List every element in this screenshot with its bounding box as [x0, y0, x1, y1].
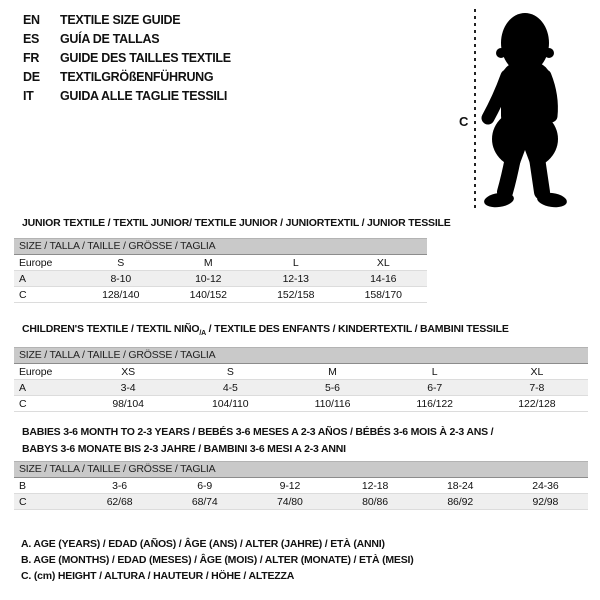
baby-height-figure — [455, 6, 595, 214]
value-cell: 122/128 — [486, 396, 588, 412]
legend-line-a: A. AGE (YEARS) / EDAD (AÑOS) / ÂGE (ANS) / ALTER (JAHRE) / ETÀ (ANNI) — [21, 538, 385, 550]
row-label: C — [14, 494, 77, 510]
babies-size-header: SIZE / TALLA / TAILLE / GRÖSSE / TAGLIA — [14, 461, 588, 478]
language-code: IT — [23, 89, 34, 103]
language-label: GUIDE DES TAILLES TEXTILE — [60, 51, 231, 65]
value-cell: 92/98 — [503, 494, 588, 510]
babies-title-line2: BABYS 3-6 MONATE BIS 2-3 JAHRE / BAMBINI 3-6 MESI A 2-3 ANNI — [22, 443, 346, 455]
junior-section-title: JUNIOR TEXTILE / TEXTIL JUNIOR/ TEXTILE JUNIOR / JUNIORTEXTIL / JUNIOR TESSILE — [22, 217, 451, 229]
size-cell: L — [384, 364, 486, 380]
language-row — [23, 68, 231, 87]
table-row — [14, 255, 427, 271]
row-label: Europe — [14, 364, 77, 380]
baby-silhouette-shape — [483, 13, 568, 209]
value-cell: 14-16 — [340, 271, 428, 287]
measure-c-label: C — [459, 114, 469, 129]
babies-title-line1: BABIES 3-6 MONTH TO 2-3 YEARS / BEBÉS 3-6 MESES A 2-3 AÑOS / BÉBÉS 3-6 MOIS À 2-3 ANS / — [22, 426, 494, 438]
language-label: TEXTILE SIZE GUIDE — [60, 13, 181, 27]
children-title-post: / TEXTILE DES ENFANTS / KINDERTEXTIL / BAMBINI TESSILE — [205, 323, 509, 335]
babies-table — [14, 461, 588, 510]
table-row — [14, 271, 427, 287]
legend-line-c: C. (cm) HEIGHT / ALTURA / HAUTEUR / HÖHE / ALTEZZA — [21, 570, 295, 582]
language-row — [23, 49, 231, 68]
size-cell: XL — [340, 255, 428, 271]
value-cell: 3-4 — [77, 380, 179, 396]
value-cell: 74/80 — [247, 494, 332, 510]
language-label: GUÍA DE TALLAS — [60, 32, 160, 46]
size-cell: M — [165, 255, 253, 271]
value-cell: 62/68 — [77, 494, 162, 510]
value-cell: 86/92 — [418, 494, 503, 510]
row-label: A — [14, 380, 77, 396]
size-cell: S — [179, 364, 281, 380]
value-cell: 9-12 — [247, 478, 332, 494]
value-cell: 24-36 — [503, 478, 588, 494]
value-cell: 4-5 — [179, 380, 281, 396]
table-row — [14, 364, 588, 380]
value-cell: 116/122 — [384, 396, 486, 412]
children-section-title — [22, 321, 509, 342]
legend-line-b: B. AGE (MONTHS) / EDAD (MESES) / ÂGE (MOIS) / ALTER (MONATE) / ETÀ (MESI) — [21, 554, 414, 566]
value-cell: 8-10 — [77, 271, 165, 287]
value-cell: 104/110 — [179, 396, 281, 412]
children-title-subscript: /A — [199, 330, 206, 338]
language-label: GUIDA ALLE TAGLIE TESSILI — [60, 89, 228, 103]
babies-section-title — [22, 424, 542, 458]
value-cell: 18-24 — [418, 478, 503, 494]
value-cell: 12-13 — [252, 271, 340, 287]
table-row — [14, 287, 427, 303]
table-row — [14, 380, 588, 396]
language-row — [23, 11, 231, 30]
value-cell: 6-7 — [384, 380, 486, 396]
baby-silhouette-icon — [455, 6, 595, 214]
row-label: B — [14, 478, 77, 494]
size-cell: S — [77, 255, 165, 271]
value-cell: 98/104 — [77, 396, 179, 412]
value-cell: 10-12 — [165, 271, 253, 287]
value-cell: 140/152 — [165, 287, 253, 303]
language-label: TEXTILGRÖßENFÜHRUNG — [60, 70, 214, 84]
children-table — [14, 347, 588, 412]
language-code: DE — [23, 70, 40, 84]
language-code: ES — [23, 32, 40, 46]
language-row — [23, 87, 231, 106]
value-cell: 68/74 — [162, 494, 247, 510]
row-label: C — [14, 287, 77, 303]
junior-size-header: SIZE / TALLA / TAILLE / GRÖSSE / TAGLIA — [14, 238, 427, 255]
language-code: FR — [23, 51, 40, 65]
row-label: Europe — [14, 255, 77, 271]
language-list — [23, 11, 231, 106]
size-cell: XS — [77, 364, 179, 380]
measure-legend — [21, 536, 414, 584]
value-cell: 152/158 — [252, 287, 340, 303]
value-cell: 7-8 — [486, 380, 588, 396]
junior-table — [14, 238, 427, 303]
value-cell: 6-9 — [162, 478, 247, 494]
table-row — [14, 494, 588, 510]
table-row — [14, 478, 588, 494]
value-cell: 128/140 — [77, 287, 165, 303]
value-cell: 158/170 — [340, 287, 428, 303]
row-label: C — [14, 396, 77, 412]
value-cell: 3-6 — [77, 478, 162, 494]
language-code: EN — [23, 13, 40, 27]
value-cell: 5-6 — [281, 380, 383, 396]
children-size-header: SIZE / TALLA / TAILLE / GRÖSSE / TAGLIA — [14, 347, 588, 364]
value-cell: 80/86 — [332, 494, 417, 510]
size-cell: M — [281, 364, 383, 380]
children-title-pre: CHILDREN'S TEXTILE / TEXTIL NIÑO — [22, 323, 200, 335]
language-row — [23, 30, 231, 49]
value-cell: 12-18 — [332, 478, 417, 494]
row-label: A — [14, 271, 77, 287]
size-cell: L — [252, 255, 340, 271]
table-row — [14, 396, 588, 412]
size-cell: XL — [486, 364, 588, 380]
value-cell: 110/116 — [281, 396, 383, 412]
